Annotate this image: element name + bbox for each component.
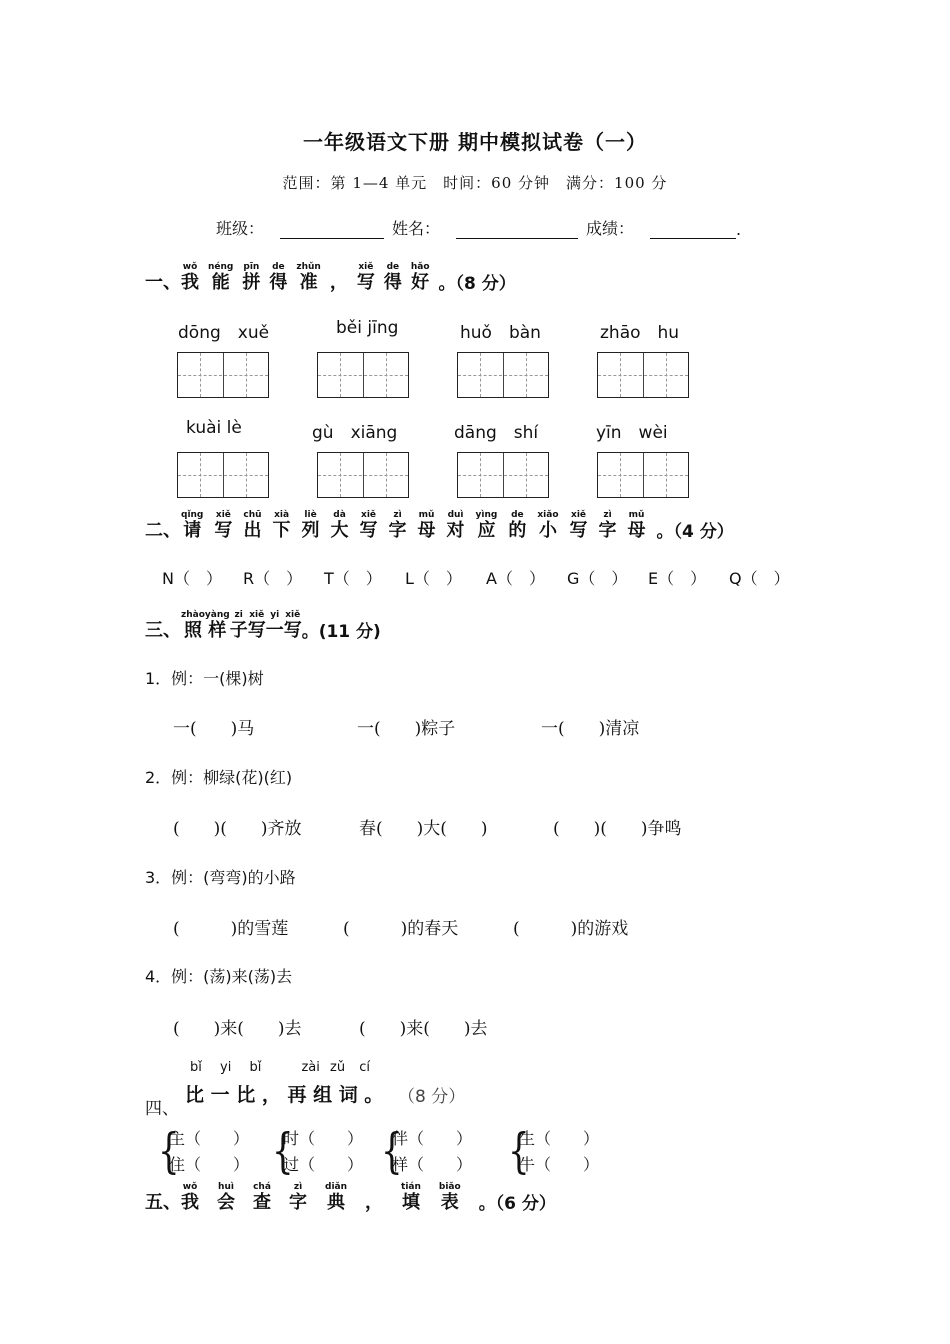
ruby-pinyin: de — [511, 510, 524, 520]
ruby-char — [628, 510, 646, 542]
ruby-char — [217, 1182, 235, 1214]
pinyin-1: dōng xuě — [178, 323, 270, 343]
pinyin: zài — [301, 1060, 320, 1075]
section-3-title — [145, 610, 381, 642]
ruby-char — [181, 262, 199, 294]
ruby-hanzi: 的 — [508, 520, 527, 541]
ruby-hanzi: 应 — [477, 520, 496, 541]
ruby-hanzi: 字 — [289, 1192, 307, 1213]
ruby-char — [411, 262, 430, 294]
question-1-example: 1．例：一(棵)树 — [145, 669, 264, 688]
ruby-pinyin: yàng — [204, 610, 230, 620]
ruby-pinyin: xiě — [358, 262, 374, 272]
ruby-hanzi: 写 — [214, 520, 233, 541]
ruby-pinyin: duì — [447, 510, 464, 520]
ruby-hanzi: ， — [329, 272, 348, 293]
brace-icon: { — [272, 1123, 294, 1180]
pinyin-3: huǒ bàn — [460, 323, 541, 343]
pinyin-7: dāng shí — [454, 423, 539, 443]
ruby-pinyin: xiǎo — [537, 510, 559, 520]
ruby-pinyin: wǒ — [182, 262, 198, 272]
ruby-hanzi: 得 — [383, 272, 402, 293]
pinyin: bǐ — [190, 1060, 202, 1075]
ruby-hanzi: 母 — [417, 520, 436, 541]
ruby-pinyin: xiě — [249, 610, 265, 620]
ruby-char — [384, 262, 402, 294]
section-5-number: 五、 — [145, 1192, 181, 1213]
ruby-pinyin: zì — [393, 510, 402, 520]
ruby-pinyin: qǐng — [181, 510, 204, 520]
section-2-ruby — [181, 510, 657, 542]
answer-blank[interactable]: 一( )马 — [173, 719, 255, 739]
ruby-char — [302, 510, 320, 542]
ruby-char — [537, 510, 558, 542]
ruby-hanzi: 典 — [327, 1192, 345, 1213]
section-1-score: 。（8 分） — [438, 274, 516, 294]
pinyin: cí — [359, 1060, 371, 1075]
pinyin-6: gù xiāng — [312, 423, 398, 443]
ruby-char — [357, 262, 375, 294]
ruby-hanzi: 好 — [411, 272, 430, 293]
ruby-char — [181, 1182, 199, 1214]
section-4-title: 比 一 比 ， 再 组 词 。 — [185, 1084, 384, 1106]
writing-grid[interactable] — [597, 452, 689, 498]
ruby-pinyin: zhǔn — [296, 262, 321, 272]
ruby-pinyin: de — [386, 262, 400, 272]
ruby-pinyin: xiě — [285, 610, 301, 620]
writing-grid[interactable] — [317, 352, 409, 398]
ruby-char — [296, 262, 320, 294]
letter-item[interactable]: T（ ） — [324, 569, 382, 588]
ruby-pinyin: zhào — [181, 610, 205, 620]
brace-icon: { — [508, 1123, 530, 1180]
section-3-ruby — [181, 610, 302, 642]
ruby-char — [248, 610, 266, 642]
section-5-title — [145, 1182, 556, 1214]
ruby-pinyin: tián — [401, 1182, 421, 1192]
ruby-hanzi: 样 — [208, 620, 227, 641]
ruby-hanzi: 会 — [217, 1192, 235, 1213]
name-field[interactable] — [456, 220, 578, 239]
ruby-char — [181, 510, 203, 542]
ruby-pinyin: yìng — [475, 510, 498, 520]
ruby-hanzi: 填 — [401, 1192, 420, 1213]
ruby-pinyin: biǎo — [438, 1182, 461, 1192]
letter-item[interactable]: G（ ） — [567, 569, 628, 588]
ruby-pinyin: pīn — [243, 262, 260, 272]
section-3-number: 三、 — [145, 620, 181, 641]
question-4-example: 4．例：(荡)来(荡)去 — [145, 967, 293, 986]
ruby-pinyin: xiě — [361, 510, 377, 520]
ruby-char — [365, 1182, 383, 1214]
ruby-char — [389, 510, 407, 542]
ruby-hanzi: 母 — [627, 520, 646, 541]
ruby-hanzi: 子 — [229, 620, 248, 641]
ruby-hanzi: 列 — [301, 520, 320, 541]
ruby-hanzi: 我 — [181, 272, 199, 293]
answer-blank[interactable]: 一( )粽子 — [357, 719, 456, 739]
writing-grid[interactable] — [457, 452, 549, 498]
ruby-char — [181, 610, 205, 642]
ruby-pinyin: mǔ — [418, 510, 435, 520]
writing-grid[interactable] — [177, 352, 269, 398]
ruby-char — [269, 262, 287, 294]
exam-info: 范围：第 1—4 单元 时间：60 分钟 满分：100 分 — [282, 174, 668, 192]
writing-grid[interactable] — [457, 352, 549, 398]
ruby-char — [570, 510, 588, 542]
letter-item[interactable]: Q（ ） — [729, 569, 790, 588]
student-info-row — [216, 216, 741, 239]
answer-blank[interactable]: ( )( )争鸣 — [553, 819, 682, 839]
ruby-pinyin: liè — [304, 510, 317, 520]
ruby-pinyin: hǎo — [410, 262, 430, 272]
ruby-hanzi: 下 — [272, 520, 291, 541]
section-1-title — [145, 262, 516, 294]
brace-icon: { — [381, 1123, 403, 1180]
ruby-char — [330, 262, 348, 294]
answer-blank[interactable]: ( )( )齐放 — [173, 819, 302, 839]
word-blank[interactable]: 时（ ） — [283, 1129, 364, 1148]
ruby-pinyin: de — [272, 262, 285, 272]
ruby-hanzi: 对 — [446, 520, 465, 541]
ruby-hanzi: 小 — [538, 520, 557, 541]
ruby-char — [266, 610, 284, 642]
writing-grid[interactable] — [317, 452, 409, 498]
ruby-char — [439, 1182, 461, 1214]
answer-blank[interactable]: ( )的游戏 — [513, 919, 629, 939]
ruby-pinyin: wǒ — [182, 1182, 198, 1192]
ruby-pinyin: yi — [270, 610, 280, 620]
ruby-char — [476, 510, 498, 542]
ruby-pinyin: chá — [253, 1182, 271, 1192]
letter-item[interactable]: N（ ） — [162, 569, 222, 588]
ruby-pinyin: néng — [208, 262, 234, 272]
section-3-score: 。(11 分) — [301, 622, 381, 642]
section-4-number: 四、 — [145, 1099, 179, 1119]
ruby-hanzi: 照 — [183, 620, 202, 641]
answer-blank[interactable]: 一( )清凉 — [541, 719, 640, 739]
ruby-hanzi: 写 — [283, 620, 302, 641]
end-dot: . — [736, 220, 742, 239]
ruby-hanzi: 字 — [388, 520, 407, 541]
score-label: 成绩： — [586, 219, 635, 238]
ruby-pinyin: chū — [243, 510, 262, 520]
ruby-hanzi: 字 — [598, 520, 617, 541]
ruby-hanzi: 能 — [211, 272, 230, 293]
letter-item[interactable]: R（ ） — [243, 569, 303, 588]
ruby-pinyin: huì — [218, 1182, 234, 1192]
pinyin-8: yīn wèi — [596, 423, 668, 443]
word-blank[interactable]: 过（ ） — [283, 1155, 364, 1174]
ruby-char — [205, 610, 230, 642]
answer-blank[interactable]: 春( )大( ) — [359, 819, 488, 839]
pinyin: yi — [220, 1060, 232, 1075]
name-label: 姓名： — [392, 219, 441, 238]
ruby-char — [447, 510, 465, 542]
brace-icon: { — [158, 1123, 180, 1180]
ruby-pinyin: xiě — [571, 510, 587, 520]
ruby-char — [325, 1182, 347, 1214]
score-field[interactable] — [650, 220, 736, 239]
word-blank[interactable]: 住（ ） — [169, 1155, 250, 1174]
ruby-hanzi: 写 — [356, 272, 375, 293]
ruby-hanzi: 我 — [181, 1192, 199, 1213]
word-blank[interactable]: 生（ ） — [519, 1129, 600, 1148]
pinyin-2: běi jīng — [336, 318, 399, 338]
ruby-hanzi: 出 — [243, 520, 262, 541]
ruby-char — [508, 510, 526, 542]
ruby-char — [242, 262, 260, 294]
ruby-hanzi: 表 — [440, 1192, 459, 1213]
ruby-hanzi: 写 — [569, 520, 588, 541]
letter-item[interactable]: L（ ） — [405, 569, 462, 588]
ruby-char — [208, 262, 233, 294]
question-2-example: 2．例：柳绿(花)(红) — [145, 768, 293, 787]
letter-item[interactable]: E（ ） — [648, 569, 707, 588]
ruby-pinyin: xià — [274, 510, 290, 520]
pinyin: zǔ — [330, 1060, 346, 1075]
ruby-hanzi: 得 — [269, 272, 288, 293]
ruby-hanzi: 写 — [247, 620, 266, 641]
ruby-char — [253, 1182, 271, 1214]
writing-grid[interactable] — [177, 452, 269, 498]
section-1-number: 一、 — [145, 272, 181, 293]
ruby-pinyin: zì — [603, 510, 612, 520]
ruby-char — [273, 510, 291, 542]
letter-row — [162, 566, 810, 589]
ruby-pinyin: xiě — [215, 510, 231, 520]
ruby-char — [230, 610, 248, 642]
ruby-char — [599, 510, 617, 542]
answer-blank[interactable]: ( )的春天 — [343, 919, 459, 939]
ruby-char — [284, 610, 302, 642]
ruby-pinyin: zì — [293, 1182, 303, 1192]
section-4-pinyin — [190, 1060, 370, 1075]
section-5-ruby — [181, 1182, 479, 1214]
writing-grid[interactable] — [597, 352, 689, 398]
section-1-ruby — [181, 262, 439, 294]
ruby-pinyin: dà — [333, 510, 346, 520]
class-field[interactable] — [280, 220, 384, 239]
answer-blank[interactable]: ( )的雪莲 — [173, 919, 289, 939]
ruby-char — [289, 1182, 307, 1214]
section-2-number: 二、 — [145, 520, 181, 541]
question-3-example: 3．例：(弯弯)的小路 — [145, 868, 296, 887]
class-label: 班级： — [216, 219, 265, 238]
ruby-pinyin: mǔ — [628, 510, 645, 520]
section-5-score: 。（6 分） — [478, 1194, 556, 1214]
ruby-pinyin: diǎn — [325, 1182, 348, 1192]
pinyin-4: zhāo hu — [600, 323, 680, 343]
answer-blank[interactable]: ( )来( )去 — [359, 1019, 488, 1039]
word-blank[interactable]: 牛（ ） — [519, 1155, 600, 1174]
ruby-char — [214, 510, 232, 542]
ruby-hanzi: 准 — [299, 272, 318, 293]
ruby-char — [243, 510, 261, 542]
section-4-score: （8 分） — [398, 1087, 466, 1107]
section-2-score: 。（4 分） — [656, 522, 734, 542]
ruby-char — [401, 1182, 421, 1214]
ruby-hanzi: 拼 — [242, 272, 261, 293]
pinyin: bǐ — [249, 1060, 262, 1075]
section-2-title — [145, 510, 734, 542]
ruby-hanzi: ， — [365, 1192, 384, 1213]
ruby-char — [418, 510, 436, 542]
ruby-hanzi: 一 — [265, 620, 284, 641]
ruby-char — [331, 510, 349, 542]
word-blank[interactable]: 伴（ ） — [392, 1129, 473, 1148]
answer-blank[interactable]: ( )来( )去 — [173, 1019, 302, 1039]
word-blank[interactable]: 样（ ） — [392, 1155, 473, 1174]
page-title: 一年级语文下册 期中模拟试卷（一） — [303, 130, 647, 154]
letter-item[interactable]: A（ ） — [486, 569, 545, 588]
word-blank[interactable]: 主（ ） — [169, 1129, 250, 1148]
pinyin-5: kuài lè — [186, 418, 242, 438]
ruby-char — [360, 510, 378, 542]
ruby-hanzi: 大 — [330, 520, 349, 541]
ruby-hanzi: 查 — [253, 1192, 271, 1213]
ruby-hanzi: 请 — [183, 520, 202, 541]
ruby-hanzi: 写 — [359, 520, 378, 541]
ruby-pinyin: zi — [234, 610, 243, 620]
